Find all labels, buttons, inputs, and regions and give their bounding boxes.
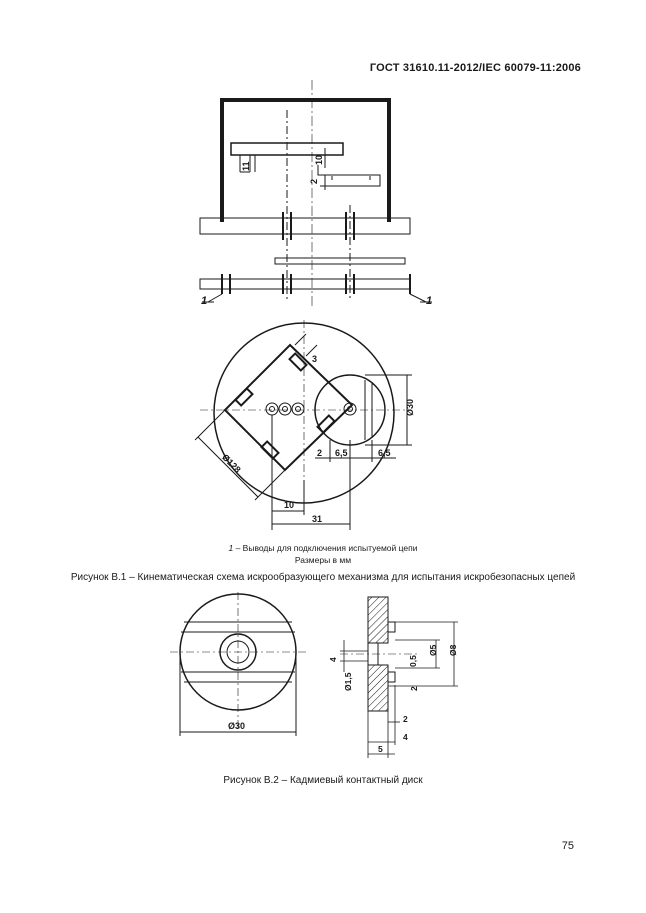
dim-d128: Ø128 [220,452,243,475]
mechanism-plan-view [195,320,412,530]
dim-sec-4: 4 [403,732,408,742]
dim-6-5-a: 6,5 [335,448,348,458]
document-header: ГОСТ 31610.11-2012/IEC 60079-11:2006 [369,62,581,74]
page-number: 75 [561,840,574,852]
legend-number: 1 [228,543,234,553]
dim-3: 3 [312,354,318,364]
dim-11: 11 [241,161,251,171]
section-dimensions [340,622,458,758]
disc-front-view [170,592,306,736]
callout-1-left: 1 [201,295,208,307]
dim-sec-d1-5: Ø1,5 [343,672,353,691]
dim-sec-5: 5 [378,744,383,754]
dim-sec-2-upper: 2 [409,686,419,691]
dim-sec-0-5: 0,5 [408,655,418,667]
figure1-caption: Рисунок В.1 – Кинематическая схема искрообразующего механизма для испытания искробезопасных цепей [70,572,576,583]
dim-6-5-b: 6,5 [378,448,391,458]
dim-disc-d30: Ø30 [228,721,246,731]
figure1-legend [0,543,646,553]
dim-sec-d8: Ø8 [448,644,458,656]
callout-1-right: 1 [426,295,433,307]
dim-sec-4-left: 4 [328,657,338,662]
figure2-caption: Рисунок В.2 – Кадмиевый контактный диск [223,775,423,786]
dim-10-top: 10 [314,154,324,165]
dim-d30: Ø30 [405,398,415,416]
dim-sec-d5: Ø5 [428,644,438,656]
dim-10: 10 [284,500,295,510]
units-note: Размеры в мм [294,555,352,565]
dim-2: 2 [317,448,323,458]
dim-sec-2-lower: 2 [403,714,408,724]
mechanism-side-view [200,80,432,306]
legend-text: – Выводы для подключения испытуемой цепи [233,543,418,553]
dim-2-top: 2 [309,178,319,184]
dim-31: 31 [312,514,323,524]
disc-section-view [340,597,420,711]
